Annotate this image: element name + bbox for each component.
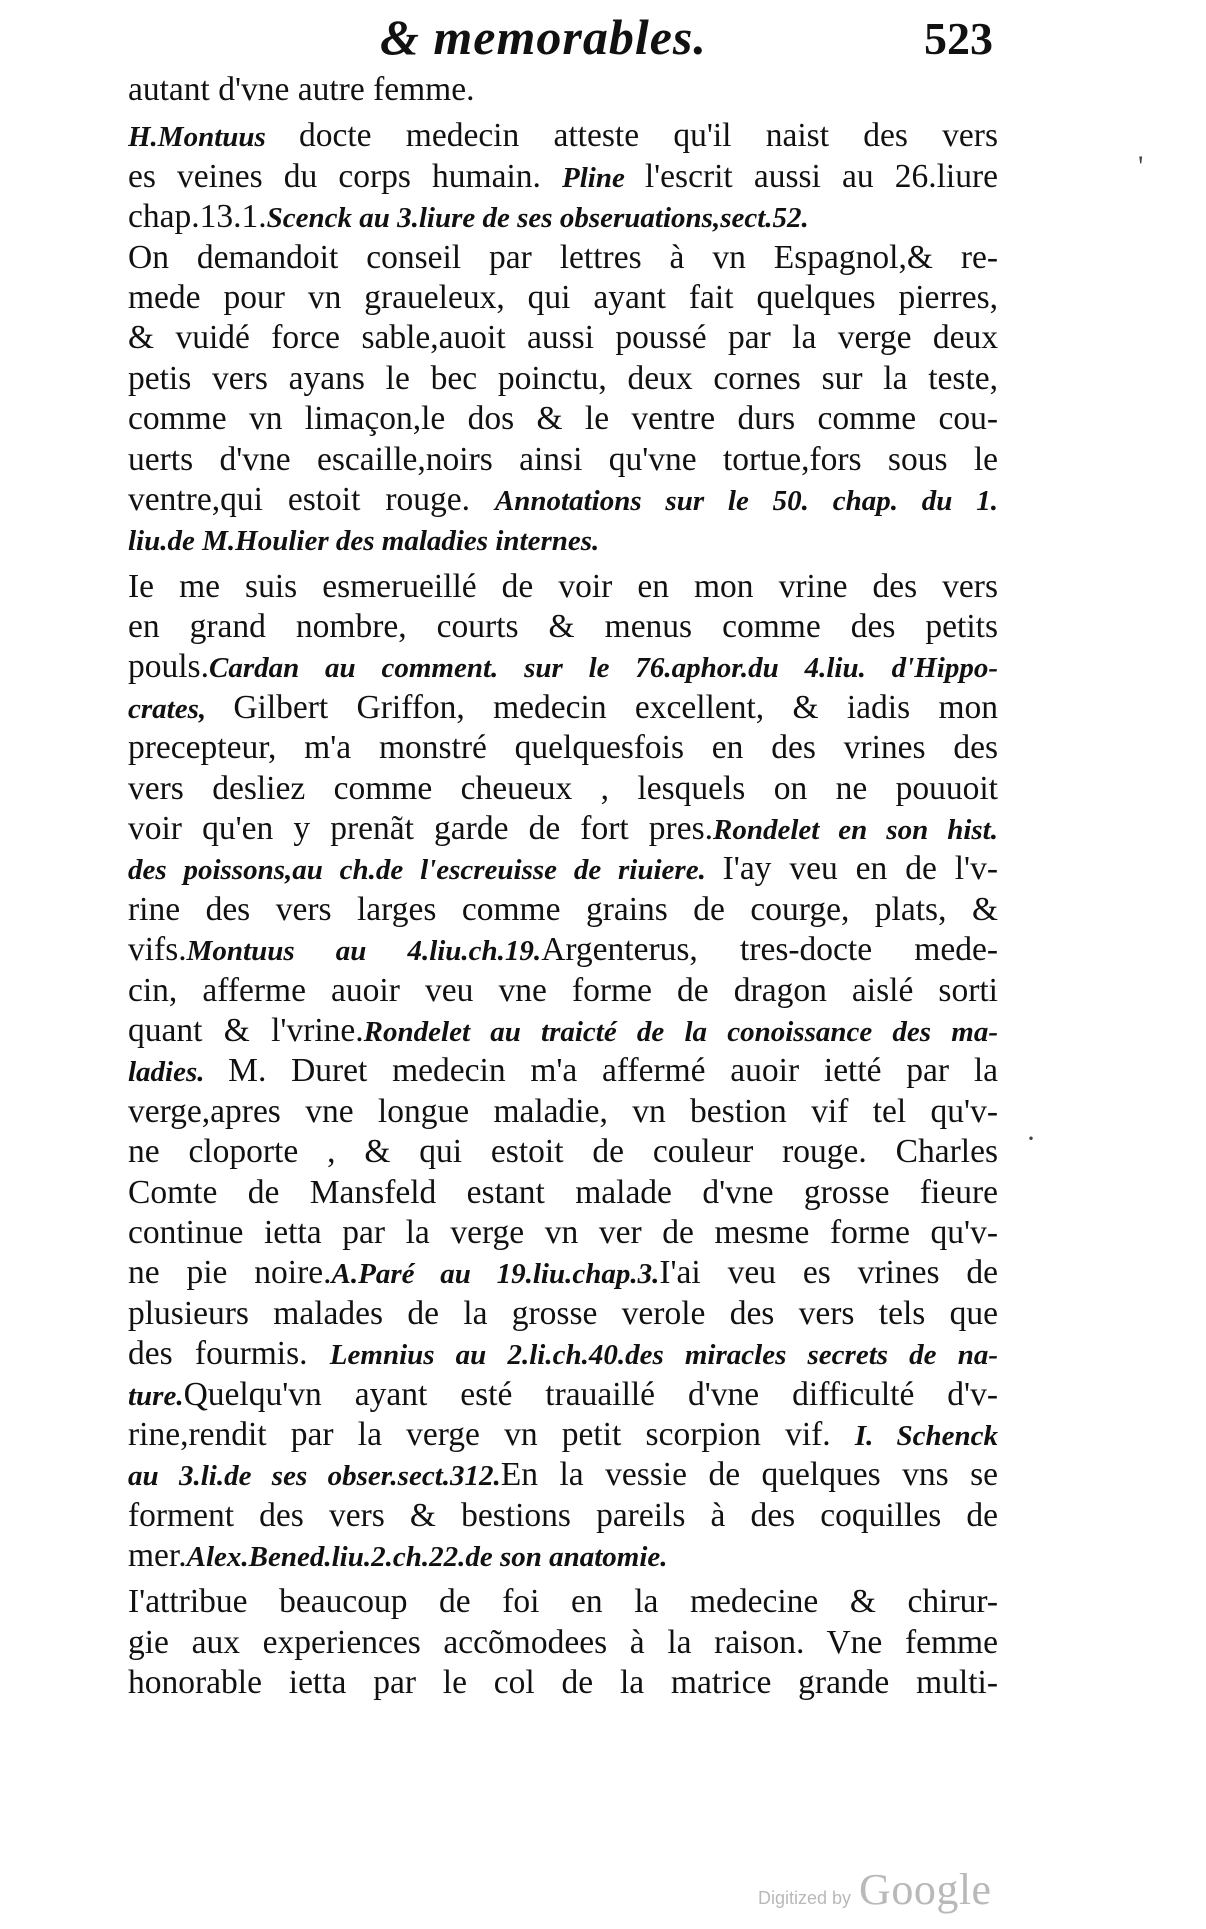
text-line (128, 1011, 998, 1051)
text-line (128, 116, 998, 156)
text-segment: & vuidé force sable,auoit aussi poussé par la verge deux (128, 319, 998, 357)
text-line (128, 520, 998, 560)
text-line (128, 1334, 998, 1374)
text-line (128, 971, 998, 1011)
citation: Annotations sur le 50. chap. du 1. (494, 484, 998, 517)
text-segment: mer. (128, 1537, 187, 1575)
citation: Rondelet en son hist. (712, 814, 998, 847)
citation: des poissons,au ch.de l'escreuisse de riuiere. (128, 854, 723, 887)
text-line (128, 1496, 998, 1536)
text-line (128, 1375, 998, 1415)
citation: crates, (128, 692, 234, 725)
text-line (128, 1051, 998, 1091)
text-line (128, 647, 998, 687)
google-watermark (758, 1864, 992, 1915)
digitized-by-text: Digitized by (758, 1888, 852, 1908)
text-line (128, 1092, 998, 1132)
text-segment: comme vn limaçon,le dos & le ventre durs comme cou- (128, 400, 998, 438)
text-segment: verge,apres vne longue maladie, vn bestion vif tel qu'v- (128, 1092, 998, 1130)
citation: ture. (128, 1379, 184, 1412)
text-segment: quant & l'vrine. (128, 1011, 364, 1049)
text-line (128, 1213, 998, 1253)
text-segment: autant d'vne autre femme. (128, 71, 475, 108)
text-line (128, 359, 998, 399)
body-text (128, 70, 998, 1704)
citation: Pline (562, 161, 645, 194)
text-line (128, 70, 998, 110)
citation: Rondelet au traicté de la conoissance des ma- (363, 1015, 998, 1048)
text-segment: plusieurs malades de la grosse verole des vers tels que (128, 1294, 998, 1332)
citation: liu.de M.Houlier des maladies internes. (128, 525, 600, 558)
text-line (128, 890, 998, 930)
text-line (128, 157, 998, 197)
text-segment: cin, afferme auoir veu vne forme de dragon aislé sorti (128, 971, 998, 1009)
text-segment: ne cloporte , & qui estoit de couleur rouge. Charles (128, 1133, 998, 1171)
citation: Lemnius au 2.li.ch.40.des miracles secrets de na- (329, 1339, 998, 1372)
text-segment: M. Duret medecin m'a affermé auoir ietté par la (228, 1052, 998, 1090)
text-segment: es veines du corps humain. (128, 157, 563, 195)
text-line (128, 607, 998, 647)
citation: A.Paré au 19.liu.chap.3. (331, 1258, 660, 1291)
text-line (128, 809, 998, 849)
text-line (128, 1582, 998, 1622)
citation: H.Montuus (128, 121, 299, 154)
text-segment: ne pie noire. (128, 1254, 332, 1292)
paragraph (128, 116, 998, 237)
text-line (128, 1294, 998, 1334)
text-segment: en grand nombre, courts & menus comme des petits (128, 608, 998, 646)
text-line (128, 1253, 998, 1293)
text-segment: ventre,qui estoit rouge. (128, 480, 495, 518)
text-line (128, 399, 998, 439)
citation: ladies. (128, 1056, 229, 1089)
text-line (128, 567, 998, 607)
citation: Scenck au 3.liure de ses obseruations,sect.52. (266, 202, 809, 235)
google-logo: Google (859, 1865, 992, 1914)
text-line (128, 1415, 998, 1455)
text-segment: Gilbert Griffon, medecin excellent, & iadis mon (233, 688, 998, 726)
text-segment: l'escrit aussi au 26.liure (644, 157, 998, 195)
text-segment: voir qu'en y prenãt garde de fort pres. (128, 810, 713, 848)
text-segment: mede pour vn graueleux, qui ayant fait quelques pierres, (128, 278, 998, 316)
citation: I. Schenck (854, 1419, 998, 1452)
text-line (128, 728, 998, 768)
text-segment: rine,rendit par la verge vn petit scorpion vif. (128, 1415, 855, 1453)
margin-speck: · (1026, 1122, 1036, 1155)
text-segment: uerts d'vne escaille,noirs ainsi qu'vne tortue,fors sous le (128, 440, 998, 478)
text-segment: pouls. (128, 648, 209, 686)
text-segment: vers desliez comme cheueux , lesquels on ne pouuoit (128, 769, 998, 807)
paragraph (128, 567, 998, 1577)
page-number: 523 (924, 13, 993, 64)
text-line (128, 197, 998, 237)
text-segment: gie aux experiences accõmodees à la raison. Vne femme (128, 1623, 998, 1661)
text-line (128, 769, 998, 809)
text-segment: continue ietta par la verge vn ver de mesme forme qu'v- (128, 1213, 998, 1251)
text-segment: docte medecin atteste qu'il naist des vers (298, 117, 998, 155)
text-segment: vifs. (128, 931, 187, 969)
text-segment: chap.13.1. (128, 198, 267, 236)
text-segment: I'ai veu es vrines de (659, 1254, 998, 1292)
paragraph (128, 238, 998, 561)
text-line (128, 440, 998, 480)
text-line (128, 1455, 998, 1495)
text-line (128, 1132, 998, 1172)
text-segment: Comte de Mansfeld estant malade d'vne grosse fieure (128, 1173, 998, 1211)
citation: Cardan au comment. sur le 76.aphor.du 4.liu. d'Hippo- (208, 652, 998, 685)
text-line (128, 849, 998, 889)
margin-speck: ' (1138, 150, 1144, 183)
text-segment: rine des vers larges comme grains de courge, plats, & (128, 890, 998, 928)
paragraph (128, 1582, 998, 1703)
citation: Montuus au 4.liu.ch.19. (186, 935, 542, 968)
text-segment: I'attribue beaucoup de foi en la medecine & chirur- (128, 1583, 998, 1621)
text-line (128, 1173, 998, 1213)
paragraph (128, 70, 998, 110)
citation: Alex.Bened.liu.2.ch.22.de son anatomie. (186, 1541, 668, 1574)
text-segment: petis vers ayans le bec poinctu, deux cornes sur la teste, (128, 359, 998, 397)
text-segment: forment des vers & bestions pareils à des coquilles de (128, 1496, 998, 1534)
text-line (128, 1623, 998, 1663)
text-segment: I'ay veu en de l'v- (722, 850, 998, 888)
text-segment: Argenterus, tres-docte mede- (541, 931, 998, 969)
text-segment: On demandoit conseil par lettres à vn Espagnol,& re- (128, 238, 998, 276)
text-line (128, 238, 998, 278)
text-line (128, 1663, 998, 1703)
text-segment: honorable ietta par le col de la matrice grande multi- (128, 1664, 998, 1702)
text-segment: precepteur, m'a monstré quelquesfois en des vrines des (128, 729, 998, 767)
text-line (128, 930, 998, 970)
text-line (128, 688, 998, 728)
text-line (128, 480, 998, 520)
text-segment: des fourmis. (128, 1335, 330, 1373)
text-line (128, 318, 998, 358)
citation: au 3.li.de ses obser.sect.312. (128, 1460, 501, 1493)
text-segment: En la vessie de quelques vns se (500, 1456, 998, 1494)
text-segment: Ie me suis esmerueillé de voir en mon vrine des vers (128, 567, 998, 605)
running-head: & memorables. (380, 9, 707, 65)
text-line (128, 278, 998, 318)
text-line (128, 1536, 998, 1576)
text-segment: Quelqu'vn ayant esté trauaillé d'vne difficulté d'v- (183, 1375, 998, 1413)
